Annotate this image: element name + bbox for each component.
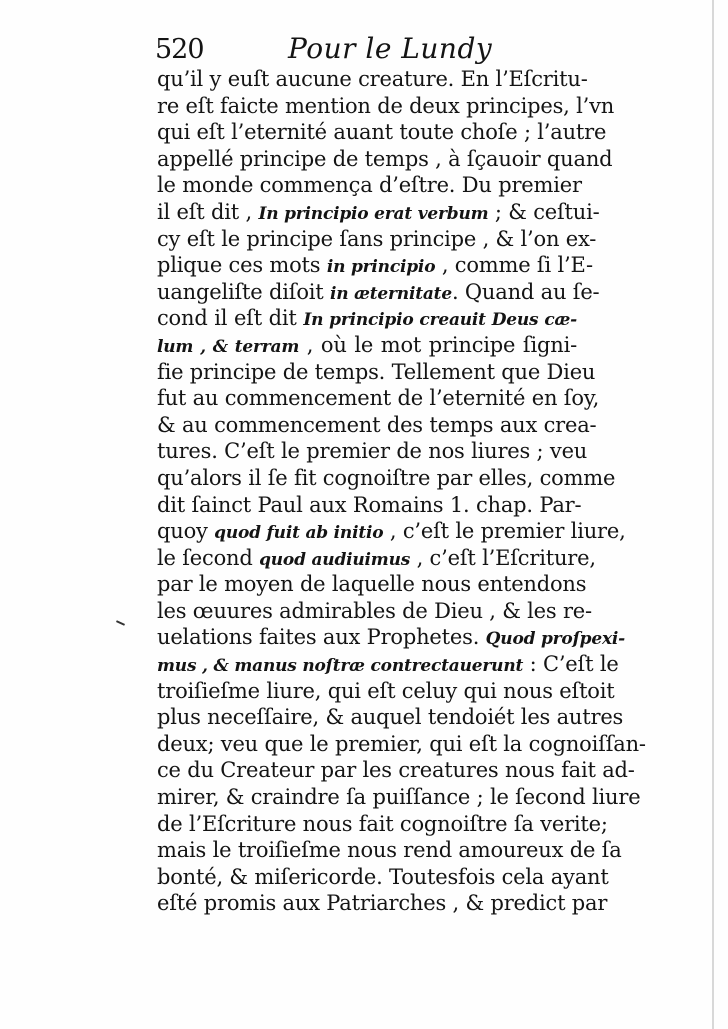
- text-run: uelations faites aux Prophetes.: [157, 625, 486, 650]
- text-line: [157, 385, 600, 412]
- text-run: , c’eſt le premier liure,: [383, 519, 626, 544]
- text-run: tures. C’eſt le premier de nos liures ; veu: [157, 439, 588, 464]
- text-line: [157, 279, 600, 306]
- text-run: ce du Createur par les creatures nous fait ad-: [157, 758, 635, 783]
- text-run: mirer, & craindre ſa puiſſance ; le ſecond liure: [157, 785, 641, 810]
- text-run: ; & ceſtui-: [488, 199, 600, 224]
- text-line: [157, 837, 622, 864]
- italic-citation: mus , & manus noſtræ contrectauerunt: [157, 656, 524, 677]
- text-line: [157, 598, 592, 625]
- text-line: [157, 704, 624, 731]
- text-line: [157, 784, 641, 811]
- text-line: [157, 731, 646, 758]
- text-run: mais le troiſieſme nous rend amoureux de ſa: [157, 838, 622, 863]
- text-line: [157, 93, 615, 120]
- text-line: [157, 146, 613, 173]
- text-line: [157, 890, 608, 917]
- text-run: le ſecond: [157, 545, 260, 570]
- italic-citation: In principio creauit Deus cæ-: [303, 310, 577, 331]
- italic-citation: quod audiuimus: [259, 549, 411, 570]
- text-line: [157, 172, 582, 199]
- text-run: les œuures admirables de Dieu , & les re-: [157, 598, 592, 623]
- text-line: [157, 678, 615, 705]
- text-line: [157, 66, 588, 93]
- text-run: par le moyen de laquelle nous entendons: [157, 572, 587, 597]
- text-run: : C’eſt le: [523, 652, 619, 677]
- text-run: quoy: [157, 519, 215, 544]
- body-text: [157, 66, 646, 917]
- italic-citation: Quod proſpexi-: [485, 629, 626, 650]
- text-run: plique ces mots: [157, 253, 327, 278]
- text-run: qu’alors il ſe fit cognoiſtre par elles, comme: [157, 465, 616, 490]
- text-run: cy eſt le principe ſans principe , & l’on ex-: [157, 226, 597, 251]
- text-run: troiſieſme liure, qui eſt celuy qui nous eſtoit: [157, 678, 615, 703]
- running-title: Pour le Lundy: [288, 32, 493, 65]
- text-line: [157, 864, 609, 891]
- text-line: [157, 332, 577, 359]
- text-line: [157, 226, 597, 253]
- text-line: [157, 465, 616, 492]
- text-run: il eſt dit ,: [157, 199, 259, 224]
- text-line: [157, 571, 587, 598]
- text-run: bonté, & miſericorde. Toutesfois cela ayant: [157, 864, 609, 889]
- page-number: 520: [155, 34, 204, 65]
- text-line: [157, 438, 588, 465]
- text-run: de l’Eſcriture nous fait cognoiſtre ſa verite;: [157, 811, 608, 836]
- text-run: qui eſt l’eternité auant toute choſe ; l’autre: [157, 120, 607, 145]
- text-line: [157, 412, 597, 439]
- text-run: re eſt faicte mention de deux principes, l’vn: [157, 93, 615, 118]
- text-run: , où le mot principe ſigni-: [299, 332, 577, 357]
- italic-citation: lum , & terram: [157, 336, 300, 357]
- text-run: eſté promis aux Patriarches , & predict par: [157, 891, 608, 916]
- text-line: [157, 811, 608, 838]
- text-line: [157, 252, 593, 279]
- text-line: [157, 305, 577, 332]
- text-run: uangeliſte diſoit: [157, 279, 330, 304]
- text-line: [157, 624, 626, 651]
- text-run: , comme ſi l’E-: [435, 253, 593, 278]
- text-run: . Quand au ſe-: [451, 279, 600, 304]
- text-run: qu’il y euſt aucune creature. En l’Eſcritu-: [157, 67, 588, 91]
- text-run: fut au commencement de l’eternité en ſoy,: [157, 386, 600, 411]
- text-run: appellé principe de temps , à ſçauoir quand: [157, 146, 613, 171]
- italic-citation: In principio erat verbum: [258, 203, 489, 224]
- text-line: [157, 545, 596, 572]
- text-run: cond il eſt dit: [157, 306, 304, 331]
- text-line: [157, 119, 607, 146]
- text-run: dit ſainct Paul aux Romains 1. chap. Par-: [157, 492, 582, 517]
- text-line: [157, 359, 596, 386]
- text-run: fie principe de temps. Tellement que Dieu: [157, 359, 596, 384]
- text-line: [157, 492, 582, 519]
- page-edge-shadow: [712, 0, 714, 1029]
- margin-mark: [116, 620, 125, 626]
- page-header: [155, 30, 575, 70]
- text-line: [157, 518, 626, 545]
- text-line: [157, 199, 600, 226]
- text-line: [157, 651, 619, 678]
- text-run: le monde commença d’eſtre. Du premier: [157, 173, 582, 198]
- italic-citation: in æternitate: [330, 283, 452, 304]
- italic-citation: in principio: [326, 257, 436, 278]
- text-run: plus neceſſaire, & auquel tendoiét les autres: [157, 705, 624, 730]
- italic-citation: quod fuit ab initio: [214, 523, 384, 544]
- text-run: , c’eſt l’Eſcriture,: [410, 545, 596, 570]
- text-run: deux; veu que le premier, qui eſt la cognoiſſan-: [157, 731, 646, 756]
- text-run: & au commencement des temps aux crea-: [157, 412, 597, 437]
- text-line: [157, 757, 635, 784]
